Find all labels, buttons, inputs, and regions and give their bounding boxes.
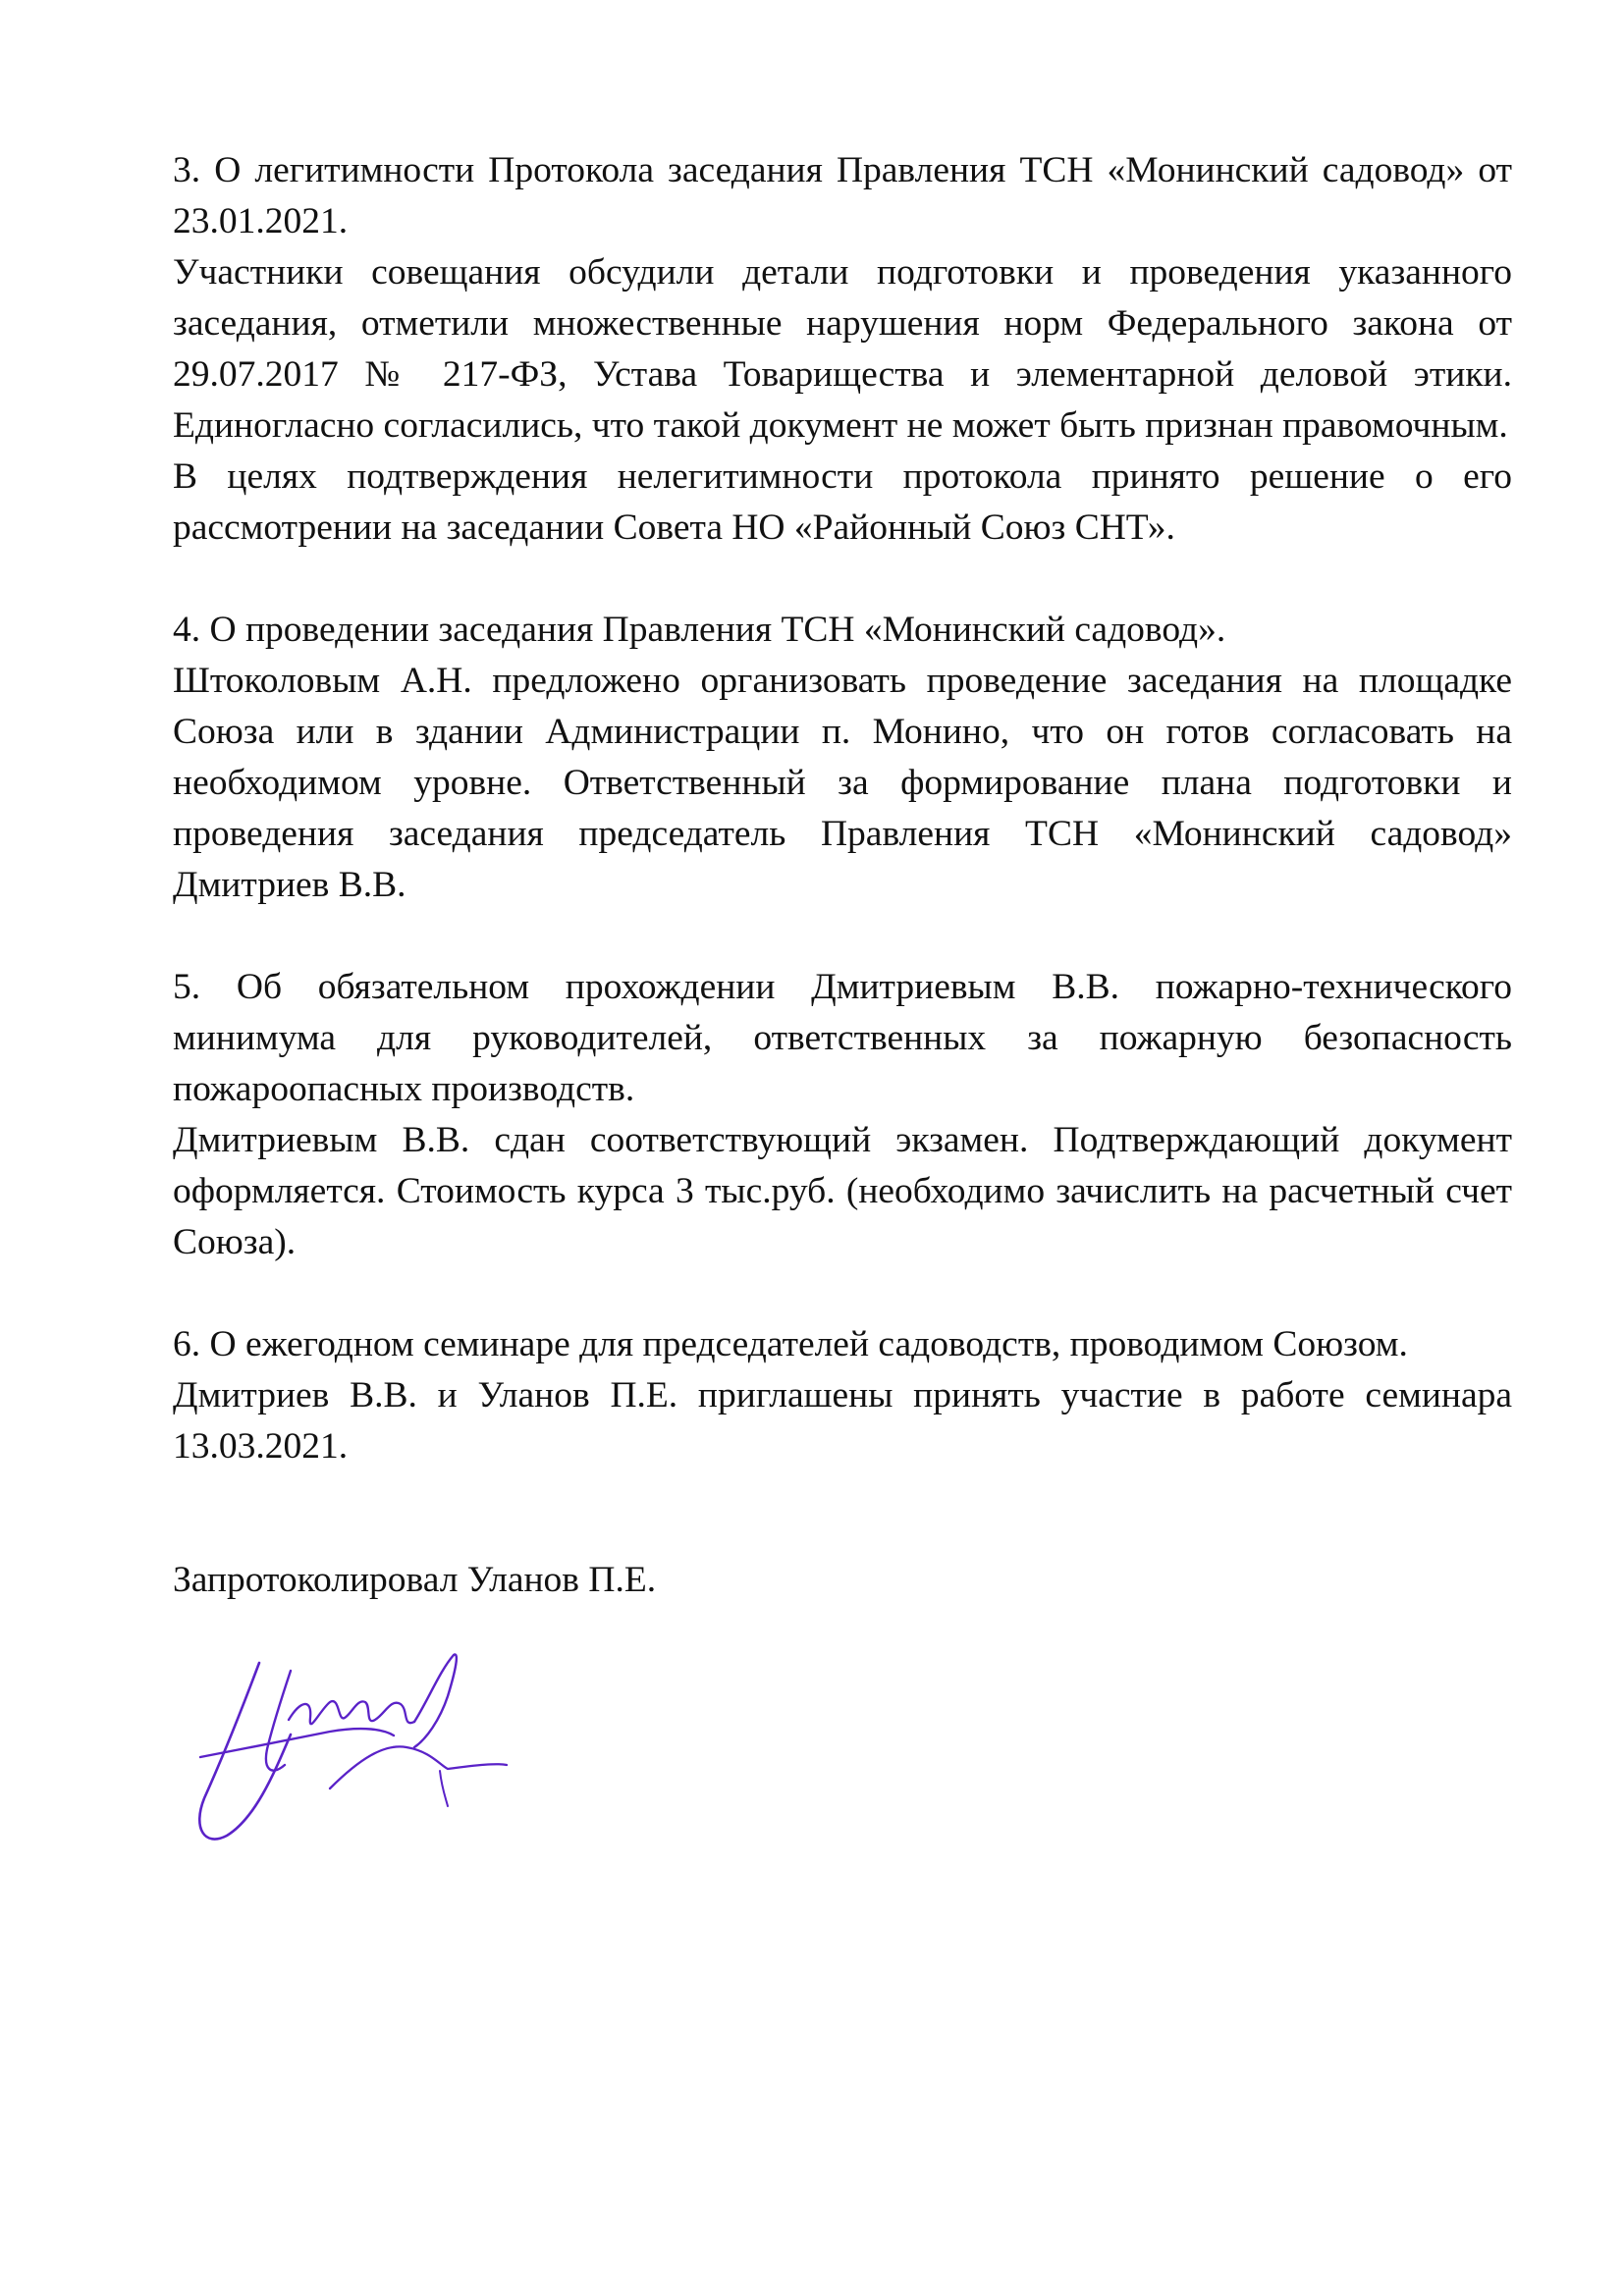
section-paragraph: Дмитриевым В.В. сдан соответствующий экзамен. Подтверждающий документ оформляется. Стоимость курса 3 тыс.руб. (необходимо зачислить на расчетный счет Союза). — [173, 1120, 1512, 1262]
section-4 — [173, 605, 1512, 911]
signer-line: Запротоколировал Уланов П.Е. — [173, 1560, 657, 1600]
section-heading: 3. О легитимности Протокола заседания Правления ТСН «Монинский садовод» от 23.01.2021. — [173, 150, 1512, 241]
paragraph-spacer — [173, 554, 1512, 605]
section-heading: 6. О ежегодном семинаре для председателей садоводств, проводимом Союзом. — [173, 1324, 1408, 1364]
handwritten-signature — [183, 1641, 516, 1857]
document-body — [173, 145, 1512, 1472]
section-paragraph: Участники совещания обсудили детали подготовки и проведения указанного заседания, отметили множественные нарушения норм Федерального закона от 29.07.2017 № 217-ФЗ, Устава Товарищества и элементарной деловой этики. Единогласно согласились, что такой документ не может быть признан правомочным. — [173, 252, 1512, 446]
section-3 — [173, 145, 1512, 554]
paragraph-spacer — [173, 1268, 1512, 1319]
section-6 — [173, 1319, 1512, 1472]
section-5 — [173, 962, 1512, 1268]
section-heading: 5. Об обязательном прохождении Дмитриевым В.В. пожарно-технического минимума для руководителей, ответственных за пожарную безопасность пожароопасных производств. — [173, 967, 1512, 1109]
section-paragraph: Дмитриев В.В. и Уланов П.Е. приглашены принять участие в работе семинара 13.03.2021. — [173, 1375, 1512, 1467]
section-paragraph: В целях подтверждения нелегитимности протокола принято решение о его рассмотрении на заседании Совета НО «Районный Союз СНТ». — [173, 456, 1512, 548]
paragraph-spacer — [173, 911, 1512, 962]
section-paragraph: Штоколовым А.Н. предложено организовать проведение заседания на площадке Союза или в здании Администрации п. Монино, что он готов согласовать на необходимом уровне. Ответственный за формирование плана подготовки и проведения заседания председатель Правления ТСН «Монинский садовод» Дмитриев В.В. — [173, 661, 1512, 905]
section-heading: 4. О проведении заседания Правления ТСН «Монинский садовод». — [173, 610, 1226, 650]
